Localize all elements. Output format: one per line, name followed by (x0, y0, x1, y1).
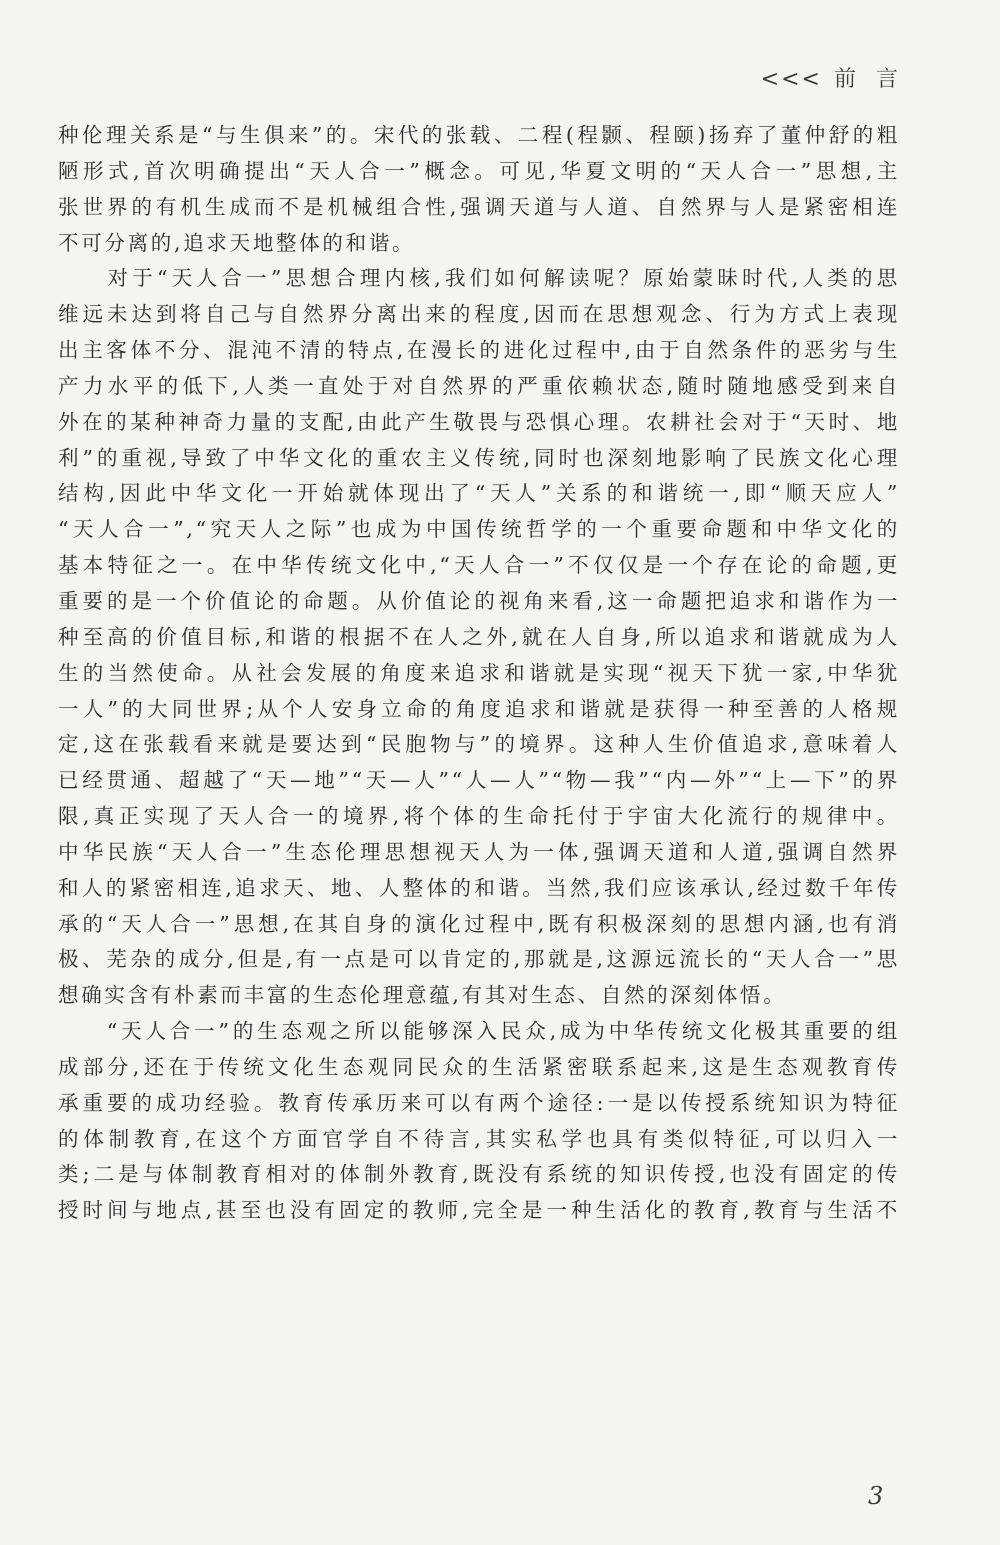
text-line: 和人的紧密相连,追求天、地、人整体的和谐。当然,我们应该承认,经过数千年传 (58, 875, 900, 900)
paragraph-3 (58, 1014, 900, 1229)
text-line: 限,真正实现了天人合一的境界,将个体的生命托付于宇宙大化流行的规律中。 (58, 804, 900, 829)
text-line: 类;二是与体制教育相对的体制外教育,既没有系统的知识传授,也没有固定的传 (58, 1162, 900, 1187)
text-line: 定,这在张载看来就是要达到“民胞物与”的境界。这种人生价值追求,意味着人 (58, 732, 900, 757)
text-line: 基本特征之一。在中华传统文化中,“天人合一”不仅仅是一个存在论的命题,更 (58, 553, 900, 578)
text-line: “天人合一”的生态观之所以能够深入民众,成为中华传统文化极其重要的组 (58, 1019, 900, 1044)
text-line: 外在的某种神奇力量的支配,由此产生敬畏与恐惧心理。农耕社会对于“天时、地 (58, 409, 900, 434)
text-line: 出主客体不分、混沌不清的特点,在漫长的进化过程中,由于自然条件的恶劣与生 (58, 338, 900, 363)
text-line: 种至高的价值目标,和谐的根据不在人之外,就在人自身,所以追求和谐就成为人 (58, 624, 900, 649)
text-line: 承重要的成功经验。教育传承历来可以有两个途径:一是以传授系统知识为特征 (58, 1090, 900, 1115)
paragraph-2 (58, 261, 900, 1014)
text-line: 授时间与地点,甚至也没有固定的教师,完全是一种生活化的教育,教育与生活不 (58, 1198, 900, 1223)
text-line: 重要的是一个价值论的命题。从价值论的视角来看,这一命题把追求和谐作为一 (58, 588, 900, 613)
text-line: 极、芜杂的成分,但是,有一点是可以肯定的,那就是,这源远流长的“天人合一”思 (58, 947, 900, 972)
text-line: 维远未达到将自己与自然界分离出来的程度,因而在思想观念、行为方式上表现 (58, 302, 900, 327)
text-line: 承的“天人合一”思想,在其自身的演化过程中,既有积极深刻的思想内涵,也有消 (58, 911, 900, 936)
text-line: 中华民族“天人合一”生态伦理思想视天人为一体,强调天道和人道,强调自然界 (58, 839, 900, 864)
text-line: 想确实含有朴素而丰富的生态伦理意蕴,有其对生态、自然的深刻体悟。 (58, 983, 787, 1008)
text-line: 陋形式,首次明确提出“天人合一”概念。可见,华夏文明的“天人合一”思想,主 (58, 158, 900, 183)
page-number: 3 (868, 1482, 884, 1510)
text-line: 张世界的有机生成而不是机械组合性,强调天道与人道、自然界与人是紧密相连 (58, 194, 900, 219)
text-body (58, 118, 900, 1229)
paragraph-1 (58, 118, 900, 261)
text-line: 产力水平的低下,人类一直处于对自然界的严重依赖状态,随时随地感受到来自 (58, 373, 900, 398)
text-line: 不可分离的,追求天地整体的和谐。 (58, 230, 416, 255)
text-line: 对于“天人合一”思想合理内核,我们如何解读呢？原始蒙昧时代,人类的思 (58, 266, 900, 291)
text-line: 种伦理关系是“与生俱来”的。宋代的张载、二程(程颢、程颐)扬弃了董仲舒的粗 (58, 123, 900, 147)
text-line: 的体制教育,在这个方面官学自不待言,其实私学也具有类似特征,可以归入一 (58, 1126, 900, 1151)
running-header (761, 62, 900, 93)
text-line: 利”的重视,导致了中华文化的重农主义传统,同时也深刻地影响了民族文化心理 (58, 445, 900, 470)
text-line: 一人”的大同世界;从个人安身立命的角度追求和谐就是获得一种至善的人格规 (58, 696, 900, 721)
header-marker: <<< (760, 67, 822, 92)
text-line: 结构,因此中华文化一开始就体现出了“天人”关系的和谐统一,即“顺天应人” (58, 481, 900, 506)
text-line: 已经贯通、超越了“天—地”“天—人”“人—人”“物—我”“内—外”“上—下”的界 (58, 768, 900, 793)
text-line: 生的当然使命。从社会发展的角度来追求和谐就是实现“视天下犹一家,中华犹 (58, 660, 900, 685)
header-section-title: 前 言 (834, 67, 900, 92)
text-line: 成部分,还在于传统文化生态观同民众的生活紧密联系起来,这是生态观教育传 (58, 1054, 900, 1079)
text-line: “天人合一”,“究天人之际”也成为中国传统哲学的一个重要命题和中华文化的 (58, 517, 900, 542)
